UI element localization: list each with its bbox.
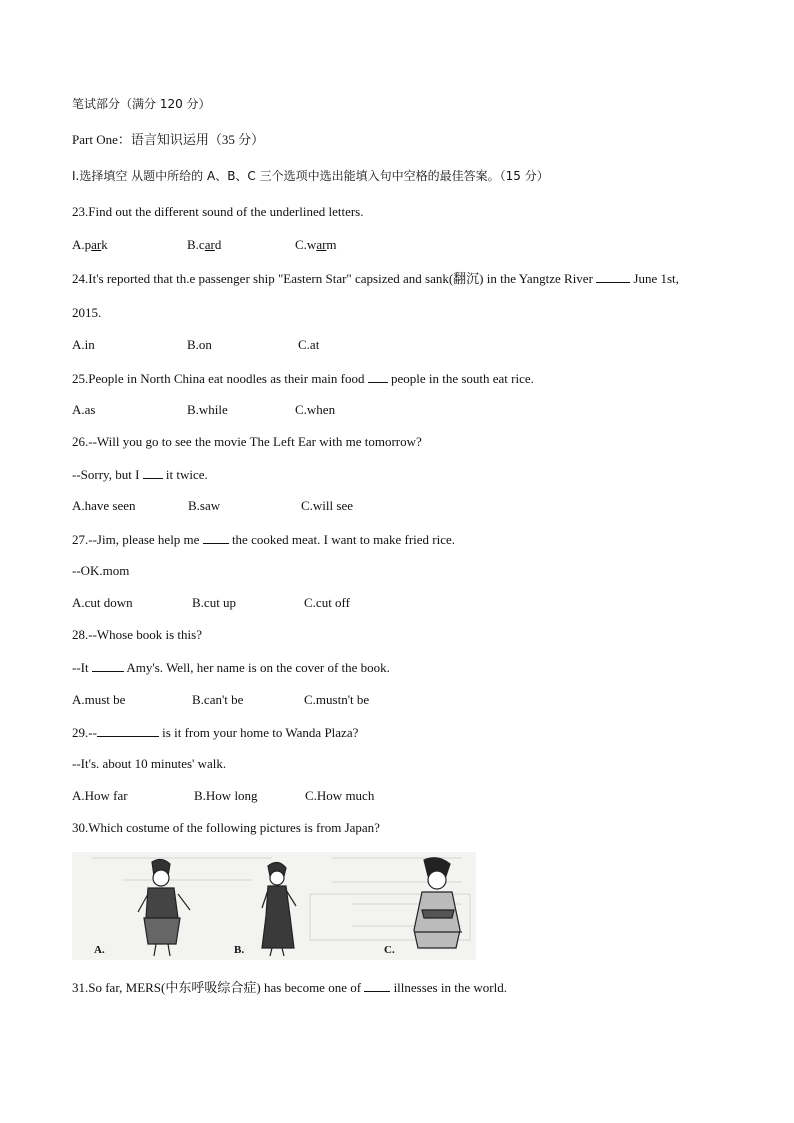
stem-text: is it from your home to Wanda Plaza? xyxy=(162,725,359,740)
option-24-c[interactable]: C.at xyxy=(298,337,320,352)
option-27-b[interactable]: B.cut up xyxy=(192,595,237,610)
answer-blank xyxy=(368,370,388,383)
answer-blank xyxy=(203,531,229,544)
stem-text: the cooked meat. I want to make fried rice. xyxy=(231,532,456,547)
stem-text: --Sorry, but I xyxy=(72,467,140,482)
question-30-stem: 30.Which costume of the following pictures is from Japan? xyxy=(72,820,380,835)
question-28-stem: 28.--Whose book is this? xyxy=(72,627,202,642)
option-29-c[interactable]: C.How much xyxy=(305,788,375,803)
question-28-stem-cont xyxy=(72,659,390,676)
section-title: 笔试部分（满分 120 分） xyxy=(72,97,211,111)
question-27-stem xyxy=(72,531,455,548)
option-text: A.p xyxy=(72,237,92,252)
figure-c xyxy=(414,858,462,948)
question-31-stem xyxy=(72,979,507,996)
option-text: d xyxy=(214,237,222,252)
option-25-a[interactable]: A.as xyxy=(72,402,96,417)
option-28-c[interactable]: C.mustn't be xyxy=(304,692,370,707)
answer-blank xyxy=(143,466,163,479)
option-text: C.w xyxy=(295,237,317,252)
stem-text: Amy's. Well, her name is on the cover of the book. xyxy=(126,660,390,675)
instruction: Ⅰ.选择填空 从题中所给的 A、B、C 三个选项中选出能填入句中空格的最佳答案。（15 分） xyxy=(72,169,549,183)
stem-text: 29.-- xyxy=(72,725,97,740)
question-29-stem-cont: --It's. about 10 minutes' walk. xyxy=(72,756,227,771)
option-text: B.c xyxy=(187,237,205,252)
costume-pictures xyxy=(72,852,476,960)
option-23-c[interactable] xyxy=(295,237,337,253)
answer-blank xyxy=(97,724,159,737)
stem-text: 24.It's reported that th.e passenger ship "Eastern Star" capsized and sank(翻沉) in the Yangtze River xyxy=(72,271,593,286)
option-24-b[interactable]: B.on xyxy=(187,337,212,352)
figure-a xyxy=(138,859,190,956)
underlined-letters: ar xyxy=(204,237,215,252)
option-26-c[interactable]: C.will see xyxy=(301,498,353,513)
question-27-stem-cont: --OK.mom xyxy=(72,563,130,578)
figure-label-c: C. xyxy=(384,944,395,956)
question-24-stem xyxy=(72,270,679,287)
stem-text: 27.--Jim, please help me xyxy=(72,532,200,547)
answer-blank xyxy=(596,270,630,283)
figure-b xyxy=(262,862,296,956)
part-title: Part One：语言知识运用（35 分） xyxy=(72,132,265,147)
option-29-b[interactable]: B.How long xyxy=(194,788,258,803)
option-text: m xyxy=(326,237,337,252)
stem-text: people in the south eat rice. xyxy=(390,371,534,386)
stem-text: 31.So far, MERS(中东呼吸综合症) has become one of xyxy=(72,980,362,995)
option-25-b[interactable]: B.while xyxy=(187,402,228,417)
question-23-stem: 23.Find out the different sound of the underlined letters. xyxy=(72,204,364,219)
stem-text: June 1st, xyxy=(633,271,679,286)
question-29-stem xyxy=(72,724,358,741)
question-25-stem xyxy=(72,370,534,387)
option-26-b[interactable]: B.saw xyxy=(188,498,221,513)
stem-text: 25.People in North China eat noodles as their main food xyxy=(72,371,365,386)
question-26-stem: 26.--Will you go to see the movie The Left Ear with me tomorrow? xyxy=(72,434,422,449)
costume-illustration xyxy=(72,852,476,960)
option-24-a[interactable]: A.in xyxy=(72,337,95,352)
question-26-stem-cont xyxy=(72,466,208,483)
option-27-c[interactable]: C.cut off xyxy=(304,595,350,610)
option-29-a[interactable]: A.How far xyxy=(72,788,128,803)
question-24-stem-cont: 2015. xyxy=(72,305,102,320)
option-23-a[interactable] xyxy=(72,237,108,253)
underlined-letters: ar xyxy=(316,237,327,252)
figure-label-a: A. xyxy=(94,944,105,956)
underlined-letters: ar xyxy=(91,237,102,252)
stem-text: --It xyxy=(72,660,89,675)
option-26-a[interactable]: A.have seen xyxy=(72,498,136,513)
option-28-a[interactable]: A.must be xyxy=(72,692,126,707)
option-text: k xyxy=(101,237,108,252)
answer-blank xyxy=(92,659,124,672)
option-28-b[interactable]: B.can't be xyxy=(192,692,244,707)
stem-text: it twice. xyxy=(165,467,208,482)
stem-text: illnesses in the world. xyxy=(393,980,507,995)
option-25-c[interactable]: C.when xyxy=(295,402,336,417)
figure-label-b: B. xyxy=(234,944,245,956)
answer-blank xyxy=(364,979,390,992)
option-23-b[interactable] xyxy=(187,237,221,253)
option-27-a[interactable]: A.cut down xyxy=(72,595,133,610)
